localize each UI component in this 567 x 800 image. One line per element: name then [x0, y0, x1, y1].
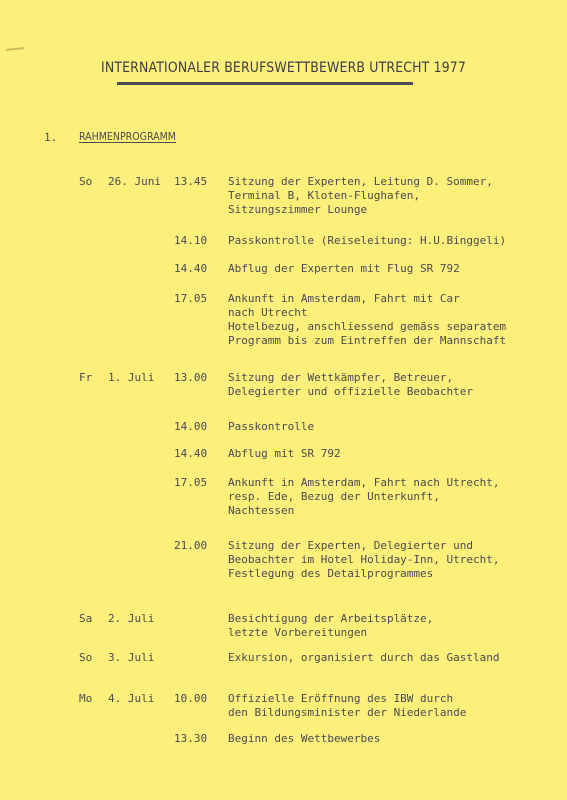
schedule-time: 13.45	[174, 175, 208, 188]
description-line: Festlegung des Detailprogrammes	[228, 567, 434, 580]
schedule-time: 13.30	[174, 732, 208, 745]
schedule-day: So	[79, 651, 93, 664]
description-line: resp. Ede, Bezug der Unterkunft,	[228, 490, 440, 503]
description-line: Sitzung der Experten, Delegierter und	[228, 539, 474, 552]
description-line: Sitzungszimmer Lounge	[228, 203, 368, 216]
schedule-time: 14.00	[174, 420, 208, 433]
schedule-description	[228, 692, 548, 720]
description-line: Beginn des Wettbewerbes	[228, 732, 381, 745]
schedule-day: Mo	[79, 692, 93, 705]
description-line: Exkursion, organisiert durch das Gastland	[228, 651, 500, 664]
description-line: letzte Vorbereitungen	[228, 626, 368, 639]
schedule-time: 14.40	[174, 262, 208, 275]
schedule-date: 26. Juni	[108, 175, 161, 188]
description-line: Hotelbezug, anschliessend gemäss separatem	[228, 320, 507, 333]
description-line: Besichtigung der Arbeitsplätze,	[228, 612, 434, 625]
schedule-description	[228, 175, 548, 217]
schedule-description	[228, 420, 548, 434]
section-title: RAHMENPROGRAMM	[79, 131, 176, 143]
schedule-description	[228, 292, 548, 348]
schedule-day: So	[79, 175, 93, 188]
schedule-description	[228, 732, 548, 746]
description-line: Sitzung der Wettkämpfer, Betreuer,	[228, 371, 454, 384]
description-line: den Bildungsminister der Niederlande	[228, 706, 467, 719]
schedule-date: 4. Juli	[108, 692, 155, 705]
section-number: 1.	[44, 131, 58, 144]
description-line: Abflug mit SR 792	[228, 447, 341, 460]
description-line: Beobachter im Hotel Holiday-Inn, Utrecht,	[228, 553, 500, 566]
margin-mark	[6, 47, 24, 51]
schedule-time: 14.10	[174, 234, 208, 247]
description-line: Terminal B, Kloten-Flughafen,	[228, 189, 421, 202]
schedule-time: 13.00	[174, 371, 208, 384]
description-line: Nachtessen	[228, 504, 295, 517]
document-title: INTERNATIONALER BERUFSWETTBEWERB UTRECHT 1977	[100, 60, 467, 76]
schedule-description	[228, 371, 548, 399]
schedule-time: 14.40	[174, 447, 208, 460]
description-line: Sitzung der Experten, Leitung D. Sommer,	[228, 175, 493, 188]
schedule-date: 1. Juli	[108, 371, 155, 384]
schedule-date: 3. Juli	[108, 651, 155, 664]
description-line: Passkontrolle	[228, 420, 315, 433]
title-underline	[117, 82, 413, 85]
description-line: Ankunft in Amsterdam, Fahrt nach Utrecht,	[228, 476, 500, 489]
schedule-time: 17.05	[174, 476, 208, 489]
description-line: nach Utrecht	[228, 306, 308, 319]
description-line: Abflug der Experten mit Flug SR 792	[228, 262, 460, 275]
schedule-day: Fr	[79, 371, 93, 384]
schedule-description	[228, 539, 548, 581]
schedule-date: 2. Juli	[108, 612, 155, 625]
schedule-time: 17.05	[174, 292, 208, 305]
schedule-time: 10.00	[174, 692, 208, 705]
description-line: Passkontrolle (Reiseleitung: H.U.Binggeli)	[228, 234, 507, 247]
schedule-description	[228, 447, 548, 461]
schedule-time: 21.00	[174, 539, 208, 552]
schedule-description	[228, 476, 548, 518]
schedule-description	[228, 234, 548, 248]
schedule-day: Sa	[79, 612, 93, 625]
description-line: Programm bis zum Eintreffen der Mannschaft	[228, 334, 507, 347]
description-line: Delegierter und offizielle Beobachter	[228, 385, 474, 398]
schedule-description	[228, 262, 548, 276]
schedule-description	[228, 651, 548, 665]
description-line: Offizielle Eröffnung des IBW durch	[228, 692, 454, 705]
schedule-description	[228, 612, 548, 640]
description-line: Ankunft in Amsterdam, Fahrt mit Car	[228, 292, 460, 305]
